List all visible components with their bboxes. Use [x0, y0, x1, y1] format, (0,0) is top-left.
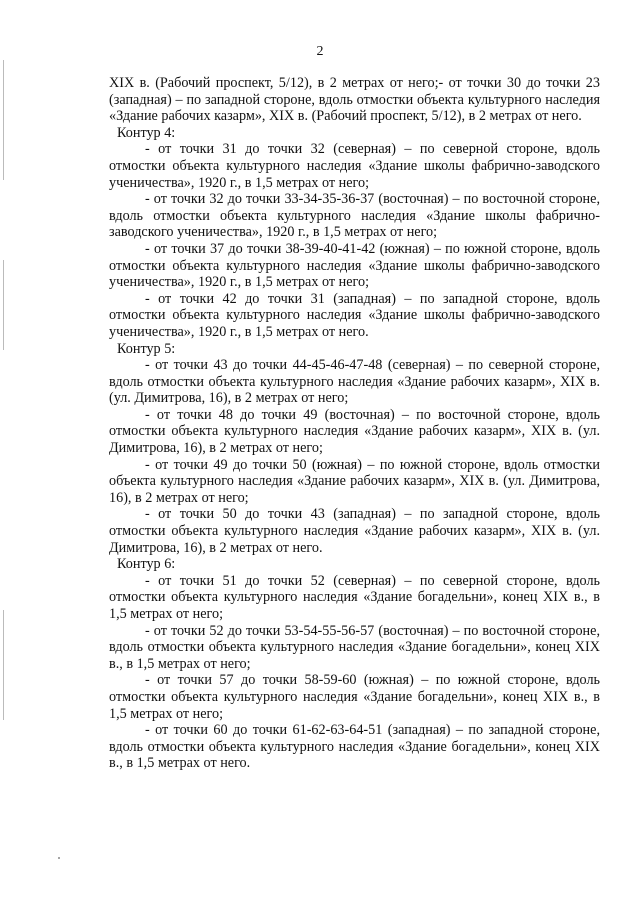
page-number: 2 [316, 44, 324, 59]
boundary-item: - от точки 52 до точки 53-54-55-56-57 (восточная) – по восточной стороне, вдоль отмостки объекта культурного наследия «Здание богадельни», конец XIX в., в 1,5 метрах от него; [109, 622, 600, 672]
scan-margin-line [3, 60, 4, 180]
boundary-item: - от точки 31 до точки 32 (северная) – по северной стороне, вдоль отмостки объекта культурного наследия «Здание школы фабрично-заводского ученичества», 1920 г., в 1,5 метрах от него; [109, 141, 600, 191]
contour-heading: Контур 4: [117, 124, 176, 141]
continued-paragraph: XIX в. (Рабочий проспект, 5/12), в 2 метрах от него;- от точки 30 до точки 23 (западная) – по западной стороне, вдоль отмостки объекта культурного наследия «Здание рабочих казарм», XIX в. (Рабочий проспект, 5/12), в 2 метрах от него. [109, 75, 600, 125]
boundary-item: - от точки 42 до точки 31 (западная) – по западной стороне, вдоль отмостки объекта культурного наследия «Здание школы фабрично-заводского ученичества», 1920 г., в 1,5 метрах от него. [109, 290, 600, 340]
scan-margin-line [3, 610, 4, 720]
contour-heading: Контур 5: [117, 340, 176, 357]
boundary-item: - от точки 43 до точки 44-45-46-47-48 (северная) – по северной стороне, вдоль отмостки объекта культурного наследия «Здание рабочих казарм», XIX в. (ул. Димитрова, 16), в 2 метрах от него; [109, 357, 600, 407]
scan-speck [58, 857, 60, 859]
contour-heading: Контур 6: [117, 556, 176, 573]
boundary-item: - от точки 57 до точки 58-59-60 (южная) – по южной стороне, вдоль отмостки объекта культурного наследия «Здание богадельни», конец XIX в., в 1,5 метрах от него; [109, 672, 600, 722]
boundary-item: - от точки 51 до точки 52 (северная) – по северной стороне, вдоль отмостки объекта культурного наследия «Здание богадельни», конец XIX в., в 1,5 метрах от него; [109, 572, 600, 622]
boundary-item: - от точки 48 до точки 49 (восточная) – по восточной стороне, вдоль отмостки объекта культурного наследия «Здание рабочих казарм», XIX в. (ул. Димитрова, 16), в 2 метрах от него; [109, 406, 600, 457]
boundary-item: - от точки 50 до точки 43 (западная) – по западной стороне, вдоль отмостки объекта культурного наследия «Здание рабочих казарм», XIX в. (ул. Димитрова, 16), в 2 метрах от него. [109, 506, 600, 556]
boundary-item: - от точки 60 до точки 61-62-63-64-51 (западная) – по западной стороне, вдоль отмостки объекта культурного наследия «Здание богадельни», конец XIX в., в 1,5 метрах от него. [109, 722, 600, 772]
boundary-item: - от точки 37 до точки 38-39-40-41-42 (южная) – по южной стороне, вдоль отмостки объекта культурного наследия «Здание школы фабрично-заводского ученичества», 1920 г., в 1,5 метрах от него; [109, 240, 600, 291]
boundary-item: - от точки 32 до точки 33-34-35-36-37 (восточная) – по восточной стороне, вдоль отмостки объекта культурного наследия «Здание школы фабрично-заводского ученичества», 1920 г., в 1,5 метрах от него; [109, 191, 600, 241]
document-body [109, 75, 600, 772]
boundary-item: - от точки 49 до точки 50 (южная) – по южной стороне, вдоль отмостки объекта культурного наследия «Здание рабочих казарм», XIX в. (ул. Димитрова, 16), в 2 метрах от него; [109, 456, 600, 506]
scan-margin-line [3, 260, 4, 350]
